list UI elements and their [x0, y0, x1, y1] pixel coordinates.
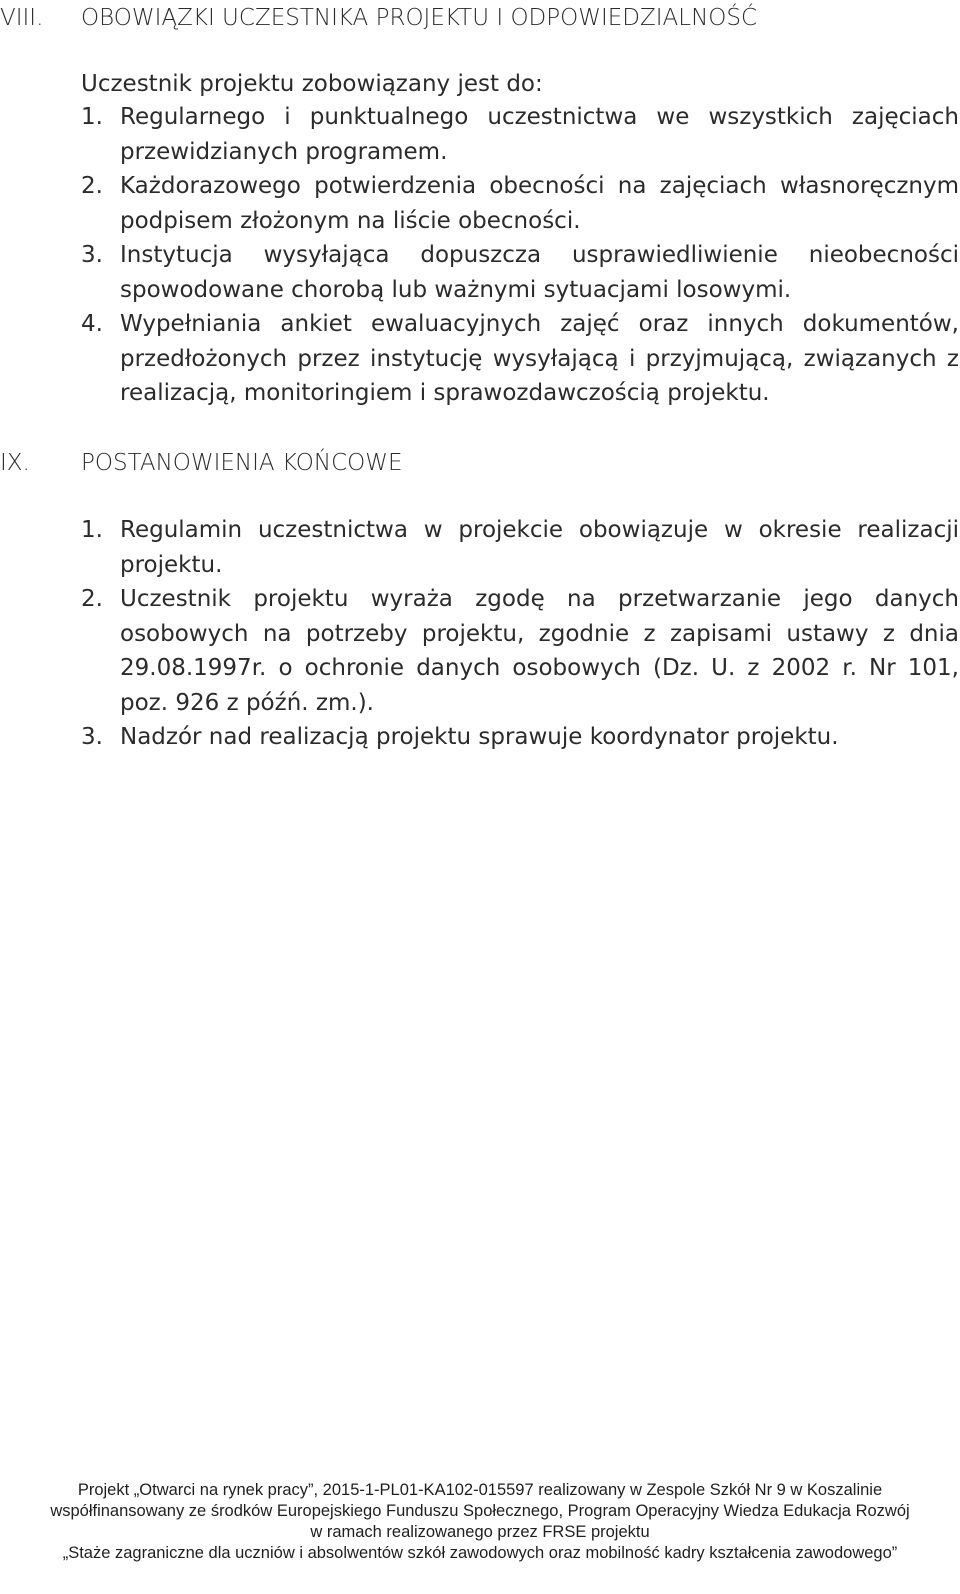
- item-text: Instytucja wysyłająca dopuszcza usprawiedliwienie nieobecności spowodowane chorobą lub ważnymi sytuacjami losowymi.: [120, 242, 959, 303]
- item-text: Uczestnik projektu wyraża zgodę na przetwarzanie jego danych osobowych na potrzeby projektu, zgodnie z zapisami ustawy z dnia 29.08.1997r. o ochronie danych osobowych (Dz. U. z 2002 r. Nr 101, poz. 926 z późń. zm.).: [120, 586, 959, 716]
- list-item: [81, 582, 959, 720]
- item-text: Regularnego i punktualnego uczestnictwa we wszystkich zajęciach przewidzianych programem.: [120, 104, 959, 165]
- list-item: [81, 513, 959, 582]
- item-number: 3.: [81, 242, 103, 268]
- item-text: Każdorazowego potwierdzenia obecności na zajęciach własnoręcznym podpisem złożonym na liście obecności.: [120, 173, 959, 234]
- list-item: [81, 100, 959, 169]
- list-item: [81, 169, 959, 238]
- item-number: 2.: [81, 586, 103, 612]
- item-number: 4.: [81, 311, 103, 337]
- footer-line: w ramach realizowanego przez FRSE projektu: [310, 1523, 650, 1541]
- footer-line: „Staże zagraniczne dla uczniów i absolwentów szkół zawodowych oraz mobilność kadry kształcenia zawodowego”: [62, 1544, 898, 1562]
- item-number: 1.: [81, 104, 103, 130]
- item-text: Wypełniania ankiet ewaluacyjnych zajęć oraz innych dokumentów, przedłożonych przez instytucję wysyłającą i przyjmującą, związanych z realizacją, monitoringiem i sprawozdawczością projektu.: [120, 311, 959, 406]
- footer-line: współfinansowany ze środków Europejskiego Funduszu Społecznego, Program Operacyjny Wiedza Edukacja Rozwój: [50, 1502, 910, 1520]
- section-number: IX.: [0, 450, 30, 476]
- footer-line: Projekt „Otwarci na rynek pracy”, 2015-1-PL01-KA102-015597 realizowany w Zespole Szkół Nr 9 w Koszalinie: [77, 1481, 883, 1499]
- list-item: [81, 307, 959, 411]
- page-footer: [0, 1480, 960, 1564]
- list-item: [81, 720, 959, 755]
- item-text: Regulamin uczestnictwa w projekcie obowiązuje w okresie realizacji projektu.: [120, 517, 959, 578]
- section-intro: Uczestnik projektu zobowiązany jest do:: [81, 71, 543, 97]
- section-title: POSTANOWIENIA KOŃCOWE: [81, 450, 403, 476]
- item-number: 1.: [81, 517, 103, 543]
- item-number: 2.: [81, 173, 103, 199]
- list-item: [81, 238, 959, 307]
- section-title: OBOWIĄZKI UCZESTNIKA PROJEKTU I ODPOWIEDZIALNOŚĆ: [81, 5, 758, 31]
- item-number: 3.: [81, 724, 103, 750]
- section-number: VIII.: [0, 5, 44, 31]
- item-text: Nadzór nad realizacją projektu sprawuje koordynator projektu.: [120, 724, 839, 750]
